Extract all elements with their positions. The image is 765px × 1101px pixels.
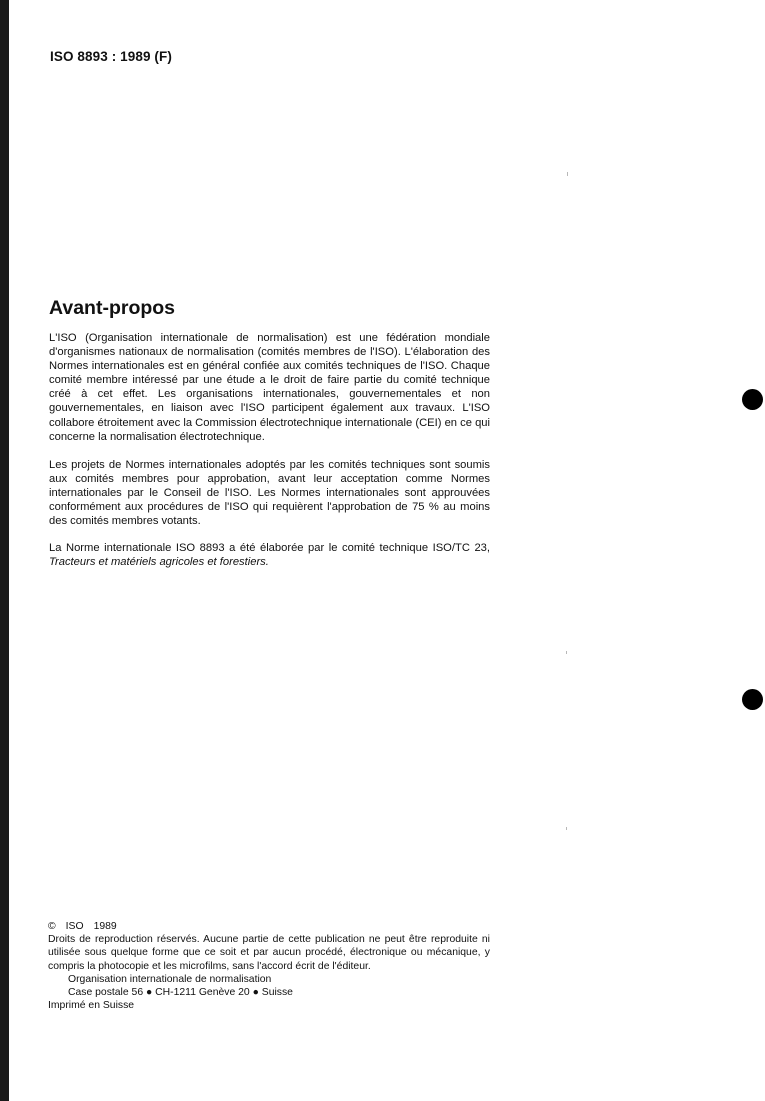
copyright-icon: © <box>48 921 56 932</box>
publisher-name: Organisation internationale de normalisation <box>68 973 272 985</box>
bullet-icon: ● <box>145 987 153 999</box>
document-reference: ISO 8893 : 1989 (F) <box>50 49 172 64</box>
paragraph-3-intro: La Norme internationale ISO 8893 a été élaborée par le comité technique ISO/TC 23, <box>49 542 490 554</box>
copyright-block <box>48 920 490 1012</box>
rights-notice: Droits de reproduction réservés. Aucune partie de cette publication ne peut être reproduite ni utilisée sous quelque forme que ce soit et par aucun procédé, électronique ou mécanique, y compris la photocopie et les microfilms, sans l'accord écrit de l'éditeur. <box>48 934 490 972</box>
scan-speck <box>567 172 568 176</box>
bullet-icon: ● <box>252 987 259 999</box>
address-box: Case postale 56 <box>68 987 144 999</box>
address-city: CH-1211 Genève 20 <box>155 987 250 999</box>
printed-in: Imprimé en Suisse <box>48 1000 135 1012</box>
scan-speck <box>566 827 567 830</box>
foreword-paragraph-3 <box>49 541 490 569</box>
committee-title: Tracteurs et matériels agricoles et forestiers. <box>49 556 269 569</box>
copyright-year: 1989 <box>93 921 117 932</box>
punch-hole <box>742 389 763 410</box>
scan-speck <box>566 651 567 654</box>
punch-hole <box>742 689 763 710</box>
section-title: Avant-propos <box>49 297 176 319</box>
scan-left-edge <box>0 0 9 1101</box>
copyright-org: ISO <box>65 921 84 932</box>
foreword-paragraph-1: L'ISO (Organisation internationale de normalisation) est une fédération mondiale d'organismes nationaux de normalisation (comités membres de l'ISO). L'élaboration des Normes internationales est en général confiée aux comités techniques de l'ISO. Chaque comité membre intéressé par une étude a le droit de faire partie du comité technique créé à cet effet. Les organisations internationales, gouvernementales et non gouvernementales, en liaison avec l'ISO participent également aux travaux. L'ISO collabore étroitement avec la Commission électrotechnique internationale (CEI) en ce qui concerne la normalisation électrotechnique. <box>49 332 490 443</box>
publisher-address <box>48 986 490 999</box>
copyright-line <box>48 920 490 933</box>
foreword-paragraph-2: Les projets de Normes internationales adoptés par les comités techniques sont soumis aux comités membres pour approbation, avant leur acceptation comme Normes internationales par le Conseil de l'ISO. Les Normes internationales sont approuvées conformément aux procédures de l'ISO qui requièrent l'approbation de 75 % au moins des comités membres votants. <box>49 459 490 528</box>
address-country: Suisse <box>261 987 293 999</box>
